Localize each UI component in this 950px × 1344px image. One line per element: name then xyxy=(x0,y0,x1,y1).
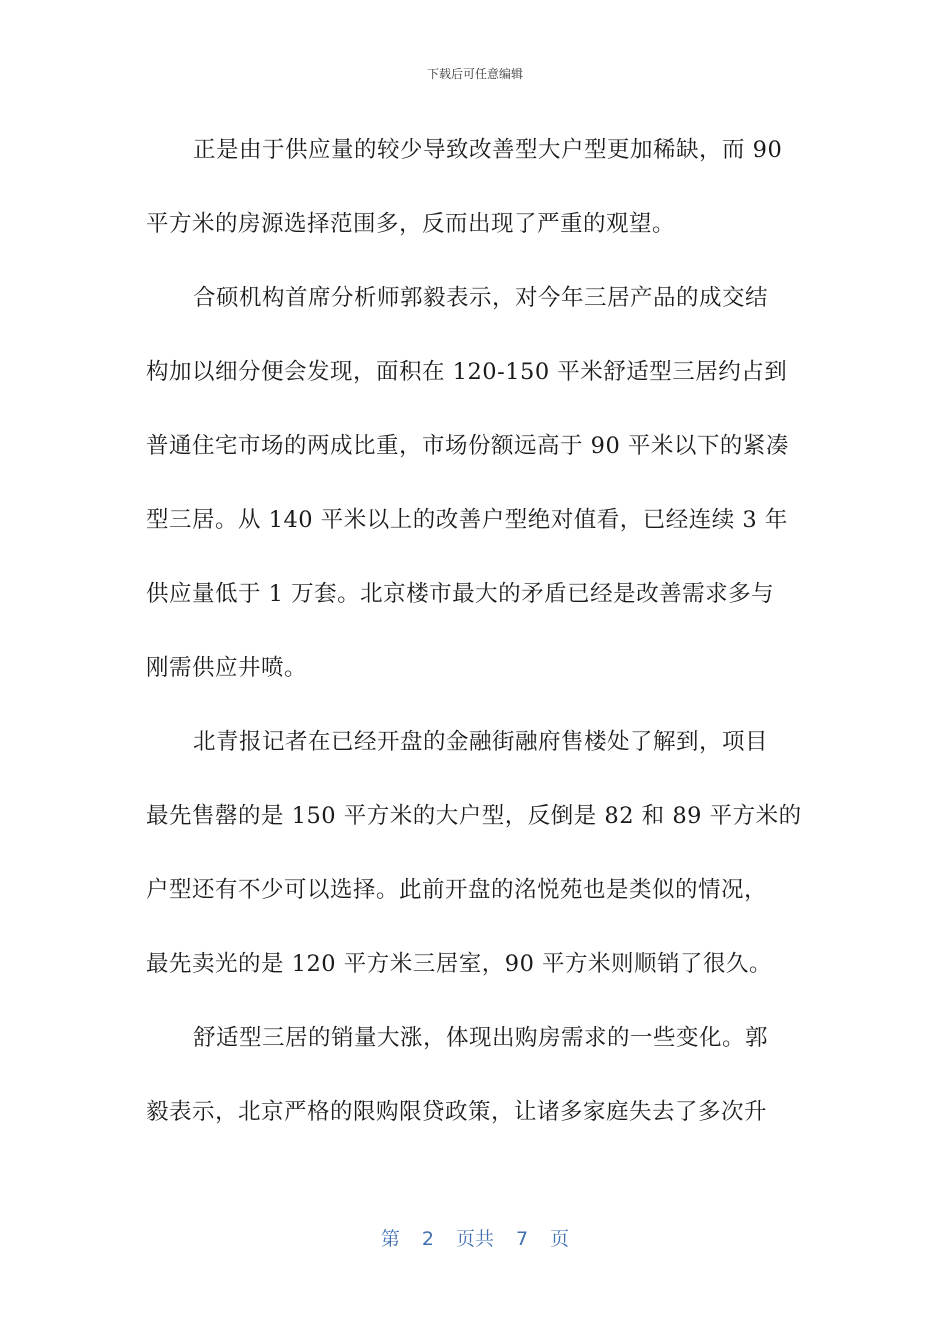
page-label-prefix: 第 xyxy=(380,1228,400,1250)
total-page-number: 7 xyxy=(516,1228,529,1250)
paragraph-line: 平方米的房源选择范围多，反而出现了严重的观望。 xyxy=(146,211,676,237)
paragraph-line: 最先售罄的是 150 平方米的大户型，反倒是 82 和 89 平方米的 xyxy=(146,803,802,829)
paragraph-2 xyxy=(146,261,806,705)
paragraph-line: 普通住宅市场的两成比重，市场份额远高于 90 平米以下的紧凑 xyxy=(146,433,789,459)
paragraph-line: 正是由于供应量的较少导致改善型大户型更加稀缺，而 90 xyxy=(193,137,783,163)
paragraph-line: 合硕机构首席分析师郭毅表示，对今年三居产品的成交结 xyxy=(193,285,769,311)
paragraph-line: 刚需供应井喷。 xyxy=(146,655,308,681)
paragraph-line: 户型还有不少可以选择。此前开盘的洺悦苑也是类似的情况， xyxy=(146,877,768,903)
paragraph-1 xyxy=(146,113,806,261)
page-label-middle: 页共 xyxy=(455,1228,494,1250)
paragraph-line: 型三居。从 140 平米以上的改善户型绝对值看，已经连续 3 年 xyxy=(146,507,788,533)
paragraph-4 xyxy=(146,1001,806,1149)
page-label-suffix: 页 xyxy=(550,1228,570,1250)
page-footer xyxy=(0,1226,950,1252)
paragraph-line: 北青报记者在已经开盘的金融街融府售楼处了解到，项目 xyxy=(193,729,769,755)
document-body xyxy=(146,113,806,1149)
current-page-number: 2 xyxy=(421,1228,434,1250)
paragraph-line: 毅表示，北京严格的限购限贷政策，让诸多家庭失去了多次升 xyxy=(146,1099,768,1125)
paragraph-line: 构加以细分便会发现，面积在 120-150 平米舒适型三居约占到 xyxy=(146,359,788,385)
paragraph-line: 舒适型三居的销量大涨，体现出购房需求的一些变化。郭 xyxy=(193,1025,769,1051)
page-header: 下载后可任意编辑 xyxy=(426,67,523,81)
paragraph-line: 最先卖光的是 120 平方米三居室，90 平方米则顺销了很久。 xyxy=(146,951,773,977)
paragraph-3 xyxy=(146,705,806,1001)
paragraph-line: 供应量低于 1 万套。北京楼市最大的矛盾已经是改善需求多与 xyxy=(146,581,775,607)
